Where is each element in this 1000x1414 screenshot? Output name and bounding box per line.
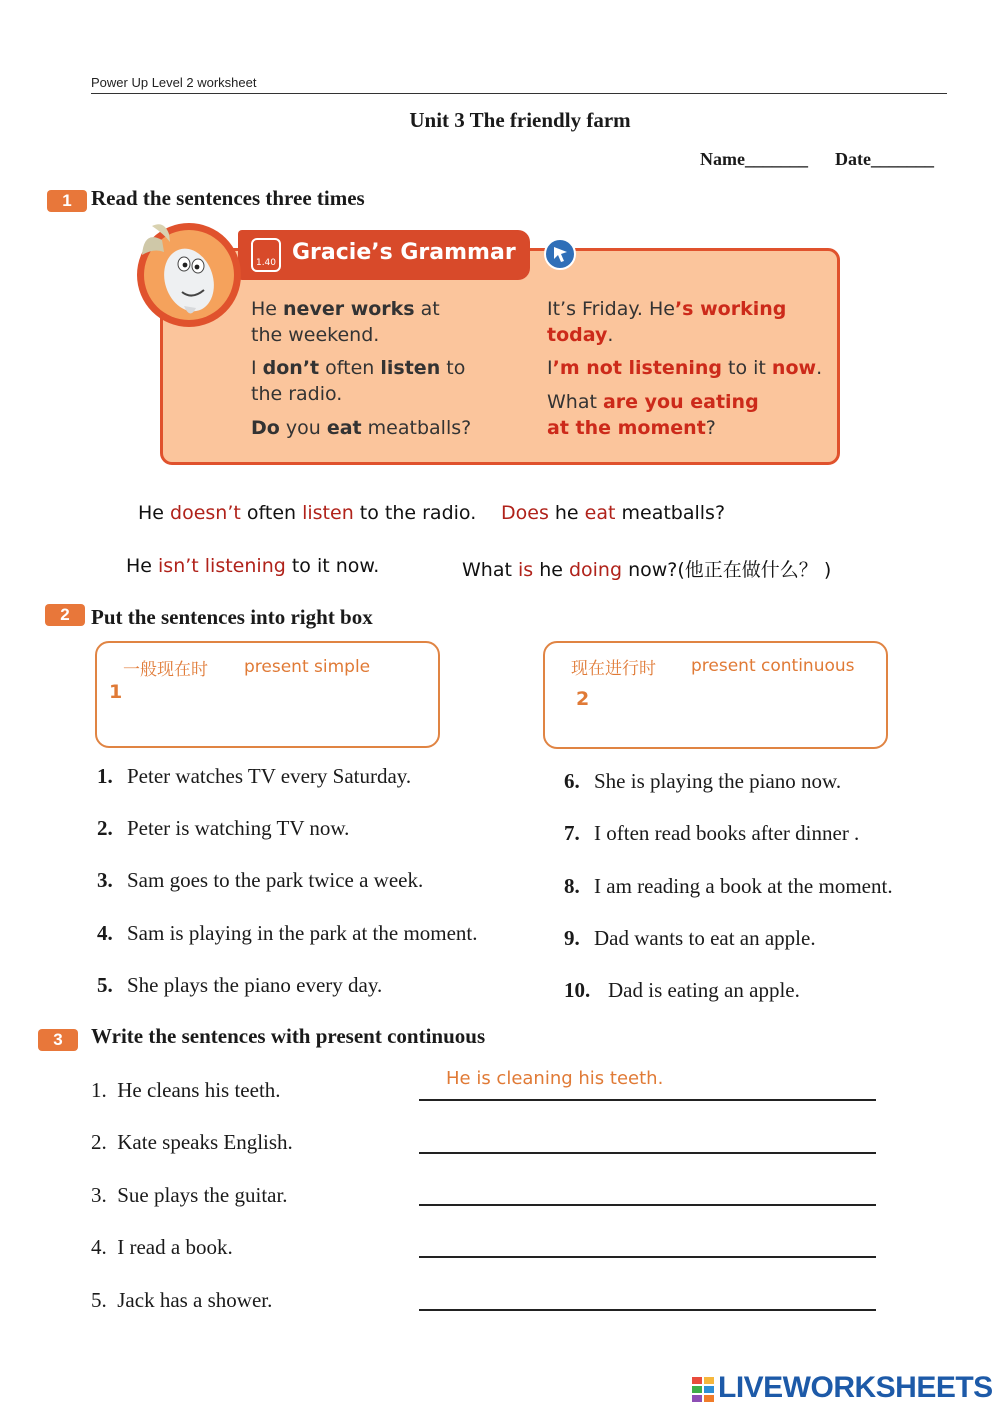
liveworksheets-logo: LIVEWORKSHEETS: [718, 1371, 993, 1404]
liveworksheets-logo-icon: [692, 1377, 714, 1403]
answer-field-3[interactable]: [419, 1204, 876, 1206]
present-continuous-answer: 2: [576, 688, 590, 710]
grammar-right-line-3b: at the moment?: [547, 417, 716, 439]
sentence-item[interactable]: 4. Sam is playing in the park at the moment.: [97, 921, 478, 945]
answer-field-4[interactable]: [419, 1256, 876, 1258]
present-simple-box[interactable]: [95, 641, 440, 748]
present-simple-label-en: present simple: [244, 657, 371, 677]
example-sentence-4: What is he doing now?(他正在做什么？ ): [462, 559, 832, 581]
present-simple-label-zh: 一般现在时: [123, 660, 208, 680]
present-continuous-label-zh: 现在进行时: [571, 659, 656, 679]
audio-track-number: 1.40: [255, 258, 277, 268]
grammar-left-line-2: I don’t often listen to: [251, 357, 466, 379]
grammar-left-line-1b: the weekend.: [251, 324, 380, 346]
example-sentence-2: Does he eat meatballs?: [501, 502, 726, 524]
sentence-item[interactable]: 7. I often read books after dinner .: [564, 821, 860, 845]
grammar-right-line-3: What are you eating: [547, 391, 759, 413]
sentence-item[interactable]: 6. She is playing the piano now.: [564, 769, 842, 793]
sentence-item[interactable]: 2. Peter is watching TV now.: [97, 816, 350, 840]
section-1-badge: 1: [47, 190, 87, 212]
example-sentence-1: He doesn’t often listen to the radio.: [138, 502, 477, 524]
write-prompt: 5. Jack has a shower.: [91, 1288, 273, 1312]
sentence-item[interactable]: 9. Dad wants to eat an apple.: [564, 926, 816, 950]
grammar-title: Gracie’s Grammar: [292, 240, 516, 265]
sentence-item[interactable]: 3. Sam goes to the park twice a week.: [97, 868, 424, 892]
goat-mascot-icon: [134, 220, 244, 330]
header-divider: [91, 93, 947, 94]
worksheet-label: Power Up Level 2 worksheet: [91, 75, 257, 90]
answer-field-5[interactable]: [419, 1309, 876, 1311]
write-prompt: 2. Kate speaks English.: [91, 1130, 293, 1154]
section-1-title: Read the sentences three times: [91, 186, 365, 210]
section-3-title: Write the sentences with present continuous: [91, 1024, 486, 1048]
cursor-icon[interactable]: [543, 237, 577, 271]
sentence-item[interactable]: 1. Peter watches TV every Saturday.: [97, 764, 412, 788]
grammar-right-line-2: I’m not listening to it now.: [547, 357, 823, 379]
grammar-left-line-1: He never works at: [251, 298, 440, 320]
write-prompt: 1. He cleans his teeth.: [91, 1078, 281, 1102]
write-prompt: 3. Sue plays the guitar.: [91, 1183, 288, 1207]
write-prompt: 4. I read a book.: [91, 1235, 233, 1259]
sentence-item[interactable]: 10. Dad is eating an apple.: [564, 978, 800, 1002]
grammar-left-line-2b: the radio.: [251, 383, 343, 405]
answer-field-1-value: He is cleaning his teeth.: [446, 1068, 664, 1089]
sentence-item[interactable]: 8. I am reading a book at the moment.: [564, 874, 893, 898]
section-2-title: Put the sentences into right box: [91, 605, 373, 629]
name-date-fields: Name_______ Date_______: [700, 149, 934, 169]
answer-field-2[interactable]: [419, 1152, 876, 1154]
answer-field-1[interactable]: [419, 1099, 876, 1101]
grammar-right-line-1b: today.: [547, 324, 614, 346]
page-title: Unit 3 The friendly farm: [409, 108, 631, 132]
example-sentence-3: He isn’t listening to it now.: [126, 555, 380, 577]
present-simple-answer: 1: [109, 681, 123, 703]
grammar-right-line-1: It’s Friday. He’s working: [547, 298, 787, 320]
section-2-badge: 2: [45, 604, 85, 626]
section-3-badge: 3: [38, 1029, 78, 1051]
present-continuous-label-en: present continuous: [691, 656, 855, 676]
present-continuous-box[interactable]: [543, 641, 888, 749]
grammar-left-line-3: Do you eat meatballs?: [251, 417, 472, 439]
sentence-item[interactable]: 5. She plays the piano every day.: [97, 973, 383, 997]
